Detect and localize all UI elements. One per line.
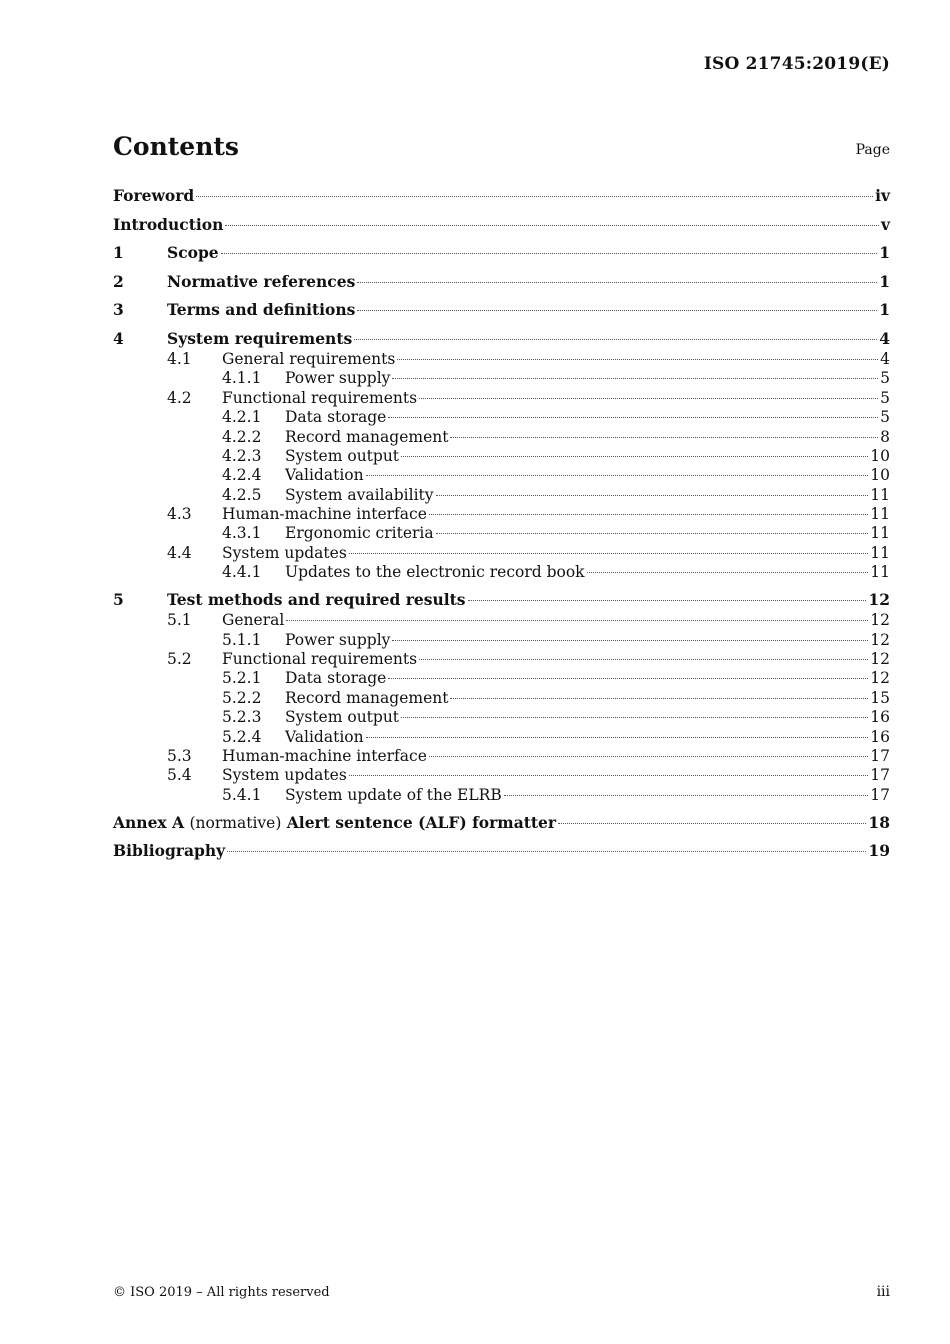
- toc-entry-number: 5.4.1: [222, 785, 262, 804]
- dot-leader: [349, 553, 868, 554]
- dot-leader: [366, 737, 869, 738]
- dot-leader: [397, 359, 878, 360]
- toc-entry[interactable]: [113, 747, 890, 766]
- dot-leader: [419, 398, 878, 399]
- toc-entry-page: 17: [870, 785, 890, 804]
- toc-entry[interactable]: [113, 669, 890, 688]
- dot-leader: [436, 533, 869, 534]
- toc-entry-page: 12: [870, 669, 890, 688]
- toc-entry-title: Record management: [285, 688, 449, 707]
- toc-entry-page: 17: [870, 766, 890, 785]
- toc-entry[interactable]: [113, 185, 890, 207]
- toc-entry-number: 4.2.3: [222, 446, 262, 465]
- toc-entry[interactable]: [113, 408, 890, 427]
- toc-entry-title: System requirements: [167, 328, 353, 348]
- toc-entry-number: 4.2.4: [222, 466, 262, 485]
- dot-leader: [558, 823, 866, 824]
- dot-leader: [196, 196, 873, 197]
- toc-entry-number: 4.1: [167, 349, 192, 368]
- toc-entry-title: System update of the ELRB: [285, 785, 502, 804]
- toc-entry-title: Data storage: [285, 408, 387, 427]
- dot-leader: [357, 310, 877, 311]
- toc-entry[interactable]: [113, 293, 890, 322]
- toc-entry[interactable]: [113, 486, 890, 505]
- dot-leader: [366, 475, 869, 476]
- toc-entry-number: 4.2.1: [222, 408, 262, 427]
- dot-leader: [468, 600, 867, 601]
- toc-entry-number: 5.1.1: [222, 630, 262, 649]
- toc-entry-title: System output: [285, 446, 400, 465]
- toc-entry[interactable]: [113, 766, 890, 785]
- toc-entry-number: 5.2: [167, 650, 192, 669]
- toc-entry[interactable]: [113, 466, 890, 485]
- toc-entry[interactable]: [113, 563, 890, 582]
- toc-entry[interactable]: [113, 236, 890, 265]
- toc-entry-page: 12: [868, 590, 890, 610]
- toc-entry-title: Human-machine interface: [222, 505, 427, 524]
- toc-entry-page: 1: [879, 243, 890, 263]
- annex-qualifier: (normative): [189, 813, 282, 832]
- toc-entry-page: 16: [870, 727, 890, 746]
- toc-entry-page: 17: [870, 746, 890, 765]
- toc-entry-page: 5: [880, 388, 890, 407]
- toc-entry-title: Human-machine interface: [222, 746, 427, 765]
- toc-entry-title: Normative references: [167, 271, 356, 291]
- dot-leader: [450, 437, 878, 438]
- toc-entry-page: 19: [868, 841, 890, 861]
- toc-entry-page: v: [880, 214, 890, 234]
- toc-entry-page: 8: [880, 427, 890, 446]
- contents-title: Contents: [113, 132, 240, 161]
- toc-entry-title: Updates to the electronic record book: [285, 563, 585, 582]
- toc-entry-number: 4.2.5: [222, 485, 262, 504]
- dot-leader: [392, 640, 868, 641]
- toc-entry-number: 2: [113, 271, 124, 291]
- toc-entry-page: 1: [879, 271, 890, 291]
- toc-entry-page: 11: [870, 505, 890, 524]
- dot-leader: [392, 378, 878, 379]
- toc-entry-title: Foreword: [113, 186, 195, 205]
- standard-identifier: ISO 21745:2019(E): [703, 54, 890, 74]
- toc-entry-page: 10: [870, 466, 890, 485]
- toc-entry-title: Functional requirements: [222, 650, 418, 669]
- toc-entry[interactable]: [113, 264, 890, 293]
- toc-entry-number: 5.4: [167, 766, 192, 785]
- toc-entry-number: 5.1: [167, 611, 192, 630]
- toc-entry-number: 5.2.2: [222, 688, 262, 707]
- toc-entry-title: Power supply: [285, 630, 391, 649]
- toc-entry-page: iv: [875, 186, 890, 205]
- toc-entry-number: 4.3: [167, 505, 192, 524]
- dot-leader: [401, 717, 868, 718]
- toc-entry-page: 12: [870, 611, 890, 630]
- toc-entry-page: 12: [870, 650, 890, 669]
- toc-entry[interactable]: [113, 544, 890, 563]
- toc-entry-title: Test methods and required results: [167, 590, 466, 610]
- toc-entry-title: Power supply: [285, 369, 391, 388]
- toc-entry-number: 4.4.1: [222, 563, 262, 582]
- dot-leader: [349, 775, 868, 776]
- toc-entry[interactable]: [113, 786, 890, 805]
- dot-leader: [419, 659, 868, 660]
- toc-entry-title: Validation: [285, 466, 364, 485]
- toc-entry-number: 5: [113, 590, 124, 610]
- toc-entry[interactable]: [113, 805, 890, 834]
- dot-leader: [587, 572, 869, 573]
- dot-leader: [401, 456, 868, 457]
- toc-entry[interactable]: [113, 631, 890, 650]
- toc-entry-page: 11: [870, 543, 890, 562]
- toc-entry-page: 5: [880, 369, 890, 388]
- toc-entry-number: 4.3.1: [222, 524, 262, 543]
- annex-title: Alert sentence (ALF) formatter: [286, 812, 557, 832]
- toc-entry[interactable]: [113, 524, 890, 543]
- toc-entry[interactable]: [113, 689, 890, 708]
- dot-leader: [225, 225, 879, 226]
- toc-entry-title: System updates: [222, 543, 347, 562]
- toc-entry[interactable]: [113, 369, 890, 388]
- toc-entry-title: Bibliography: [113, 841, 226, 861]
- toc-entry[interactable]: [113, 389, 890, 408]
- toc-entry-number: 5.2.1: [222, 669, 262, 688]
- toc-entry-number: 4: [113, 328, 124, 348]
- toc-entry-title: Scope: [167, 243, 219, 263]
- toc-entry[interactable]: [113, 728, 890, 747]
- toc-entry-number: 4.1.1: [222, 369, 262, 388]
- toc-entry-title: General requirements: [222, 349, 396, 368]
- toc-entry-title: Terms and definitions: [167, 300, 356, 320]
- toc-entry-number: 5.3: [167, 746, 192, 765]
- toc-entry-title: Data storage: [285, 669, 387, 688]
- toc-entry[interactable]: [113, 207, 890, 236]
- dot-leader: [221, 253, 878, 254]
- toc-entry-number: 3: [113, 300, 124, 320]
- dot-leader: [388, 417, 878, 418]
- toc-entry-title: Validation: [285, 727, 364, 746]
- toc-entry[interactable]: [113, 708, 890, 727]
- dot-leader: [436, 495, 869, 496]
- page-number: iii: [876, 1284, 890, 1300]
- toc-entry[interactable]: [113, 428, 890, 447]
- toc-entry-title: System availability: [285, 485, 434, 504]
- toc-entry-number: 4.2.2: [222, 427, 262, 446]
- toc-entry-page: 4: [879, 328, 890, 348]
- toc-entry-title: [113, 812, 556, 834]
- toc-entry[interactable]: [113, 834, 890, 863]
- annex-label: Annex A: [113, 812, 185, 832]
- dot-leader: [286, 620, 868, 621]
- toc-entry-page: 12: [870, 630, 890, 649]
- toc-entry[interactable]: [113, 650, 890, 669]
- toc-entry-number: 1: [113, 243, 124, 263]
- toc-entry-title: System updates: [222, 766, 347, 785]
- toc-entry-page: 18: [868, 812, 890, 832]
- toc-entry-page: 15: [870, 688, 890, 707]
- dot-leader: [354, 339, 877, 340]
- toc-entry-page: 11: [870, 524, 890, 543]
- table-of-contents: [113, 185, 890, 862]
- toc-entry-page: 4: [880, 349, 890, 368]
- dot-leader: [357, 282, 877, 283]
- toc-entry[interactable]: [113, 583, 890, 612]
- toc-entry-number: 5.2.4: [222, 727, 262, 746]
- toc-entry[interactable]: [113, 350, 890, 369]
- toc-entry-number: 5.2.3: [222, 708, 262, 727]
- toc-entry-page: 5: [880, 408, 890, 427]
- toc-entry-page: 16: [870, 708, 890, 727]
- toc-entry-page: 10: [870, 446, 890, 465]
- dot-leader: [388, 678, 868, 679]
- toc-entry-title: General: [222, 611, 285, 630]
- toc-entry[interactable]: [113, 447, 890, 466]
- toc-entry-title: Functional requirements: [222, 388, 418, 407]
- toc-entry[interactable]: [113, 611, 890, 630]
- dot-leader: [227, 851, 866, 852]
- toc-entry-page: 11: [870, 563, 890, 582]
- toc-entry-page: 1: [879, 300, 890, 320]
- copyright-notice: © ISO 2019 – All rights reserved: [113, 1285, 330, 1300]
- toc-entry-title: Ergonomic criteria: [285, 524, 434, 543]
- dot-leader: [450, 698, 868, 699]
- toc-entry-number: 4.2: [167, 388, 192, 407]
- dot-leader: [429, 514, 868, 515]
- toc-entry-page: 11: [870, 485, 890, 504]
- toc-entry-title: Introduction: [113, 214, 224, 234]
- toc-entry-title: System output: [285, 708, 400, 727]
- dot-leader: [429, 756, 868, 757]
- dot-leader: [504, 795, 869, 796]
- toc-entry[interactable]: [113, 505, 890, 524]
- toc-entry[interactable]: [113, 321, 890, 350]
- toc-entry-number: 4.4: [167, 543, 192, 562]
- toc-entry-title: Record management: [285, 427, 449, 446]
- page-column-label: Page: [855, 142, 890, 158]
